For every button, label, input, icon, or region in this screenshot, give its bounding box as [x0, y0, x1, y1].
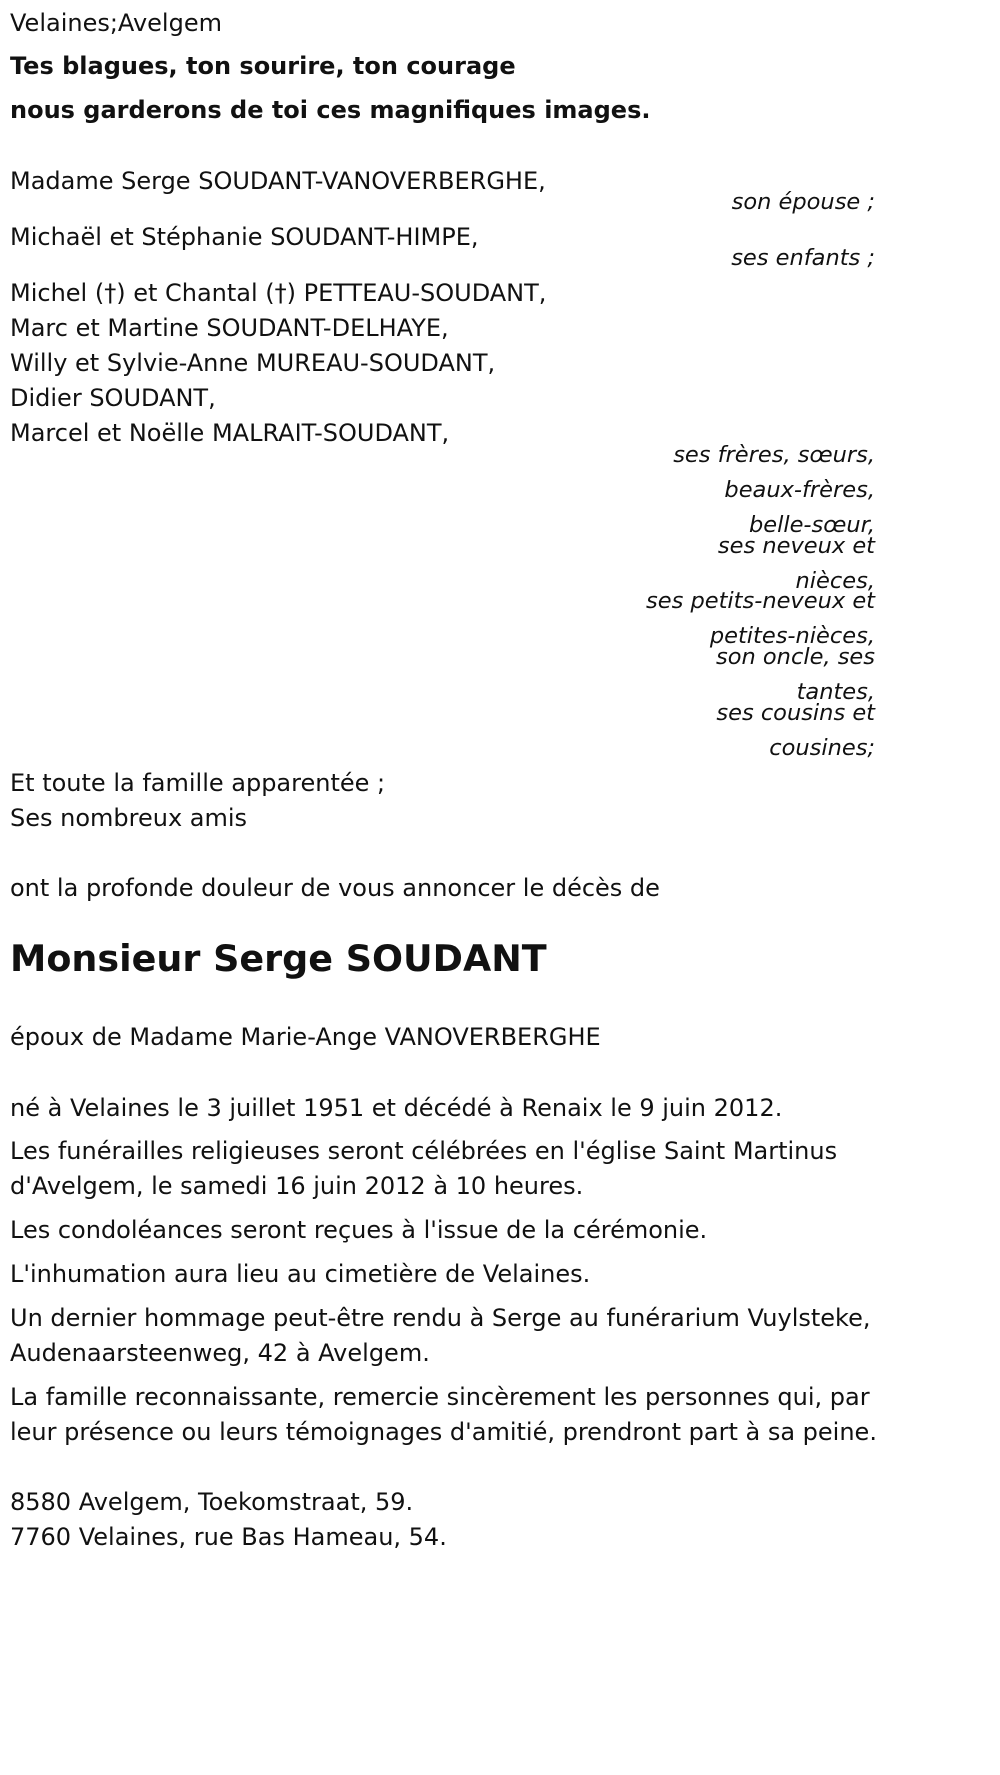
- condolences-line: Les condoléances seront reçues à l'issue de la cérémonie.: [10, 1216, 708, 1244]
- thanks-line: leur présence ou leurs témoignages d'amitié, prendront part à sa peine.: [10, 1418, 877, 1446]
- place-header: Velaines;Avelgem: [10, 9, 222, 37]
- extended-family: Et toute la famille apparentée ;: [10, 769, 386, 797]
- funeral-line: Les funérailles religieuses seront célébrées en l'église Saint Martinus: [10, 1137, 838, 1165]
- spouse-name: Madame Serge SOUDANT-VANOVERBERGHE,: [10, 167, 546, 195]
- relation-line: belle-sœur,: [748, 512, 875, 538]
- thanks-line: La famille reconnaissante, remercie sincèrement les personnes qui, par: [10, 1383, 870, 1411]
- friends-line: Ses nombreux amis: [10, 804, 248, 832]
- birth-death-line: né à Velaines le 3 juillet 1951 et décédé à Renaix le 9 juin 2012.: [10, 1094, 783, 1122]
- relation-line: ses petits-neveux et: [646, 588, 875, 614]
- motto-line-1: Tes blagues, ton sourire, ton courage: [10, 52, 516, 80]
- burial-line: L'inhumation aura lieu au cimetière de Velaines.: [10, 1260, 591, 1288]
- relation-line: petites-nièces,: [709, 623, 875, 649]
- sibling-line: Michel (†) et Chantal (†) PETTEAU-SOUDANT,: [10, 279, 547, 307]
- spouse-line: époux de Madame Marie-Ange VANOVERBERGHE: [10, 1023, 601, 1051]
- deceased-name: Monsieur Serge SOUDANT: [10, 937, 547, 980]
- sibling-line: Didier SOUDANT,: [10, 384, 216, 412]
- children-name: Michaël et Stéphanie SOUDANT-HIMPE,: [10, 223, 479, 251]
- spouse-relation: son épouse ;: [731, 189, 875, 215]
- sibling-line: Marcel et Noëlle MALRAIT-SOUDANT,: [10, 419, 450, 447]
- address-line: 8580 Avelgem, Toekomstraat, 59.: [10, 1488, 414, 1516]
- address-line: 7760 Velaines, rue Bas Hameau, 54.: [10, 1523, 447, 1551]
- relation-line: tantes,: [796, 679, 875, 705]
- announcement: ont la profonde douleur de vous annoncer le décès de: [10, 874, 660, 902]
- relation-line: son oncle, ses: [716, 644, 875, 670]
- tribute-line: Audenaarsteenweg, 42 à Avelgem.: [10, 1339, 430, 1367]
- relation-line: beaux-frères,: [724, 477, 875, 503]
- sibling-line: Marc et Martine SOUDANT-DELHAYE,: [10, 314, 449, 342]
- motto-line-2: nous garderons de toi ces magnifiques images.: [10, 96, 651, 124]
- sibling-line: Willy et Sylvie-Anne MUREAU-SOUDANT,: [10, 349, 496, 377]
- funeral-line: d'Avelgem, le samedi 16 juin 2012 à 10 heures.: [10, 1172, 584, 1200]
- relation-line: nièces,: [795, 568, 875, 594]
- children-relation: ses enfants ;: [731, 245, 875, 271]
- tribute-line: Un dernier hommage peut-être rendu à Serge au funérarium Vuylsteke,: [10, 1304, 871, 1332]
- relation-line: ses cousins et: [716, 700, 875, 726]
- relation-line: ses neveux et: [717, 533, 875, 559]
- relation-line: cousines;: [769, 735, 875, 761]
- relation-line: ses frères, sœurs,: [673, 442, 875, 468]
